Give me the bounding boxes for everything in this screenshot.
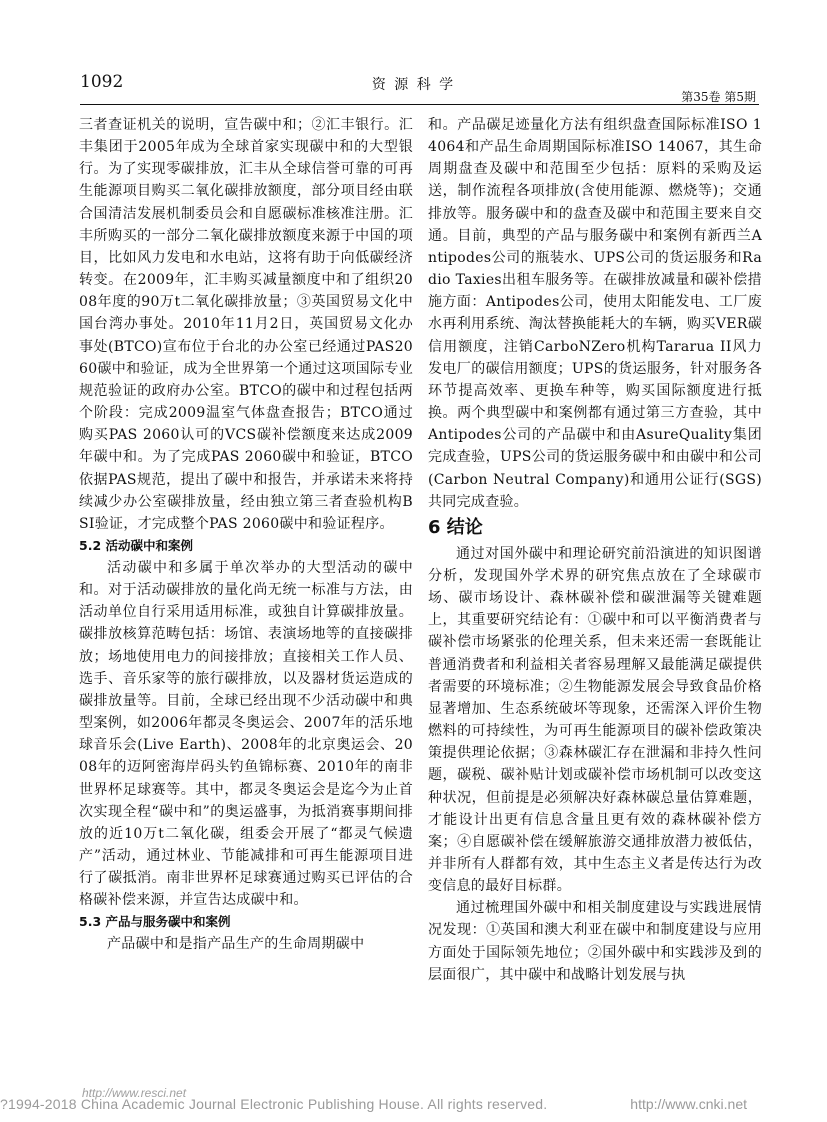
page-number: 1092 — [80, 72, 124, 92]
left-column — [79, 114, 413, 956]
section-heading-5-2: 5.2 活动碳中和案例 — [79, 537, 193, 553]
header-rule — [80, 104, 759, 105]
footer-cnki-link[interactable]: http://www.cnki.net — [630, 1096, 747, 1112]
section-heading-5-3: 5.3 产品与服务碳中和案例 — [79, 914, 231, 930]
page-footer — [0, 1086, 827, 1122]
paragraph: 通过梳理国外碳中和相关制度建设与实践进展情况发现：①英国和澳大利亚在碳中和制度建设与应用方面处于国际领先地位；②国外碳中和实践涉及到的层面很广，其中碳中和战略计划发展与执 — [428, 900, 762, 983]
page-header — [0, 0, 827, 105]
paragraph: 和。产品碳足迹量化方法有组织盘查国际标准ISO 14064和产品生命周期国际标准ISO 14067，其生命周期盘查及碳中和范围至少包括：原料的采购及运送，制作流程各项排放(含使用能源、燃烧等)；交通排放等。服务碳中和的盘查及碳中和范围主要来自交通。目前，典型的产品与服务碳中和案例有新西兰Antipodes公司的瓶装水、UPS公司的货运服务和Radio Taxies出租车服务等。在碳排放减量和碳补偿措施方面：Antipodes公司，使用太阳能发电、工厂废水再利用系统、淘汰替换能耗大的车辆，购买VER碳信用额度，注销CarboNZero机构Tararua II风力发电厂的碳信用额度；UPS的货运服务，针对服务各环节提高效率、更换车种等，购买国际额度进行抵换。两个典型碳中和案例都有通过第三方查验，其中Antipodes公司的产品碳中和由AsureQuality集团完成查验，UPS公司的货运服务碳中和由碳中和公司(Carbon Neutral Company)和通用公证行(SGS)共同完成查验。 — [428, 117, 762, 510]
footer-copyright: ?1994-2018 China Academic Journal Electronic Publishing House. All rights reserved. — [0, 1096, 548, 1112]
issue-label: 第35卷 第5期 — [681, 90, 756, 104]
section-heading-6: 6 结论 — [428, 516, 483, 538]
footer-url[interactable]: http://www.resci.net — [82, 1086, 187, 1100]
paragraph: 三者查证机关的说明，宣告碳中和；②汇丰银行。汇丰集团于2005年成为全球首家实现碳中和的大型银行。为了实现零碳排放，汇丰从全球信誉可靠的可再生能源项目购买二氧化碳排放额度，部分项目经由联合国清洁发展机制委员会和自愿碳标准核准注册。汇丰所购买的一部分二氧化碳排放额度来源于中国的项目，比如风力发电和水电站，这将有助于向低碳经济转变。在2009年，汇丰购买减量额度中和了组织2008年度的90万t二氧化碳排放量；③英国贸易文化中国台湾办事处。2010年11月2日，英国贸易文化办事处(BTCO)宣布位于台北的办公室已经通过PAS2060碳中和验证，成为全世界第一个通过这项国际专业规范验证的政府办公室。BTCO的碳中和过程包括两个阶段：完成2009温室气体盘查报告；BTCO通过购买PAS 2060认可的VCS碳补偿额度来达成2009年碳中和。为了完成PAS 2060碳中和验证，BTCO依据PAS规范，提出了碳中和报告，并承诺未来将持续减少办公室碳排放量，经由独立第三者查验机构BSI验证，才完成整个PAS 2060碳中和验证程序。 — [79, 117, 413, 532]
paragraph: 通过对国外碳中和理论研究前沿演进的知识图谱分析，发现国外学术界的研究焦点放在了全球碳市场、碳市场设计、森林碳补偿和碳泄漏等关键难题上，其重要研究结论有：①碳中和可以平衡消费者与碳补偿市场紧张的伦理关系，但未来还需一套既能让普通消费者和利益相关者容易理解又最能满足碳提供者需要的环境标准；②生物能源发展会导致食品价格显著增加、生态系统破坏等现象，还需深入评价生物燃料的可持续性，为可再生能源项目的碳补偿政策决策提供理论依据；③森林碳汇存在泄漏和非持久性问题，碳税、碳补贴计划或碳补偿市场机制可以改变这种状况，但前提是必须解决好森林碳总量估算难题，才能设计出更有信息含量且更有效的森林碳补偿方案；④自愿碳补偿在缓解旅游交通排放潜力被低估，并非所有人群都有效，其中生态主义者是传达行为改变信息的最好目标群。 — [428, 545, 762, 895]
journal-title: 资 源 科 学 — [371, 77, 456, 93]
paragraph: 活动碳中和多属于单次举办的大型活动的碳中和。对于活动碳排放的量化尚无统一标准与方法，由活动单位自行采用适用标准，或独自计算碳排放量。碳排放核算范畴包括：场馆、表演场地等的直接碳排放；场地使用电力的间接排放；直接相关工作人员、选手、音乐家等的旅行碳排放，以及器材货运造成的碳排放量等。目前，全球已经出现不少活动碳中和典型案例，如2006年都灵冬奥运会、2007年的活乐地球音乐会(Live Earth)、2008年的北京奥运会、2008年的迈阿密海岸码头钓鱼锦标赛、2010年的南非世界杯足球赛等。其中，都灵冬奥运会是迄今为止首次实现全程“碳中和”的奥运盛事，为抵消赛事期间排放的近10万t二氧化碳，组委会开展了“都灵气候遗产”活动，通过林业、节能减排和可再生能源项目进行了碳抵消。南非世界杯足球赛通过购买已评估的合格碳补偿来源，并宣告达成碳中和。 — [79, 559, 413, 909]
right-column — [428, 114, 762, 986]
paragraph: 产品碳中和是指产品生产的生命周期碳中 — [107, 936, 365, 953]
